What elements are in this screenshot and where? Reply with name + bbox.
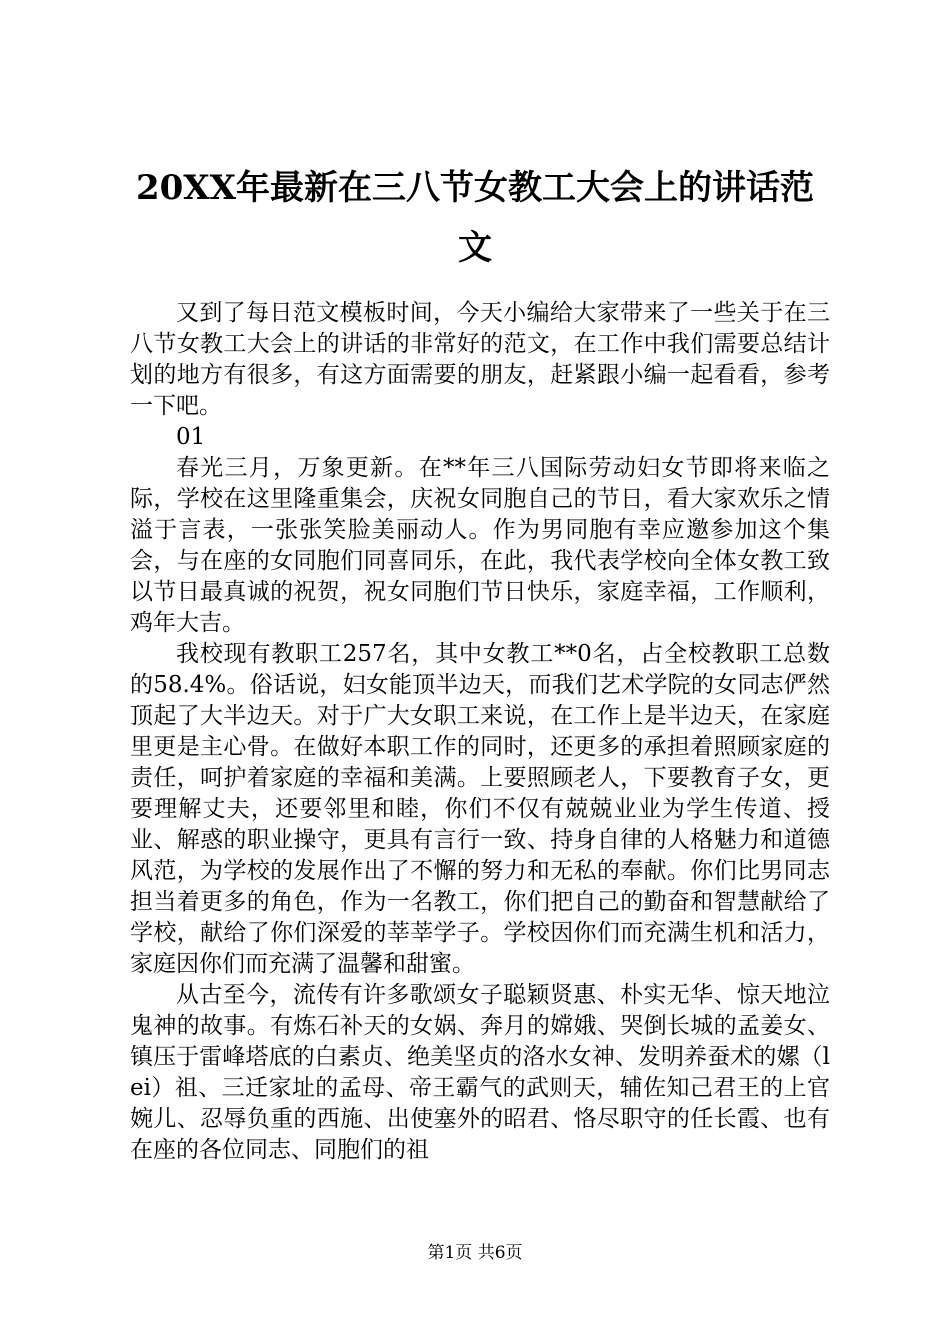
paragraph-history: 从古至今，流传有许多歌颂女子聪颖贤惠、朴实无华、惊天地泣鬼神的故事。有炼石补天的女娲、奔月的嫦娥、哭倒长城的孟姜女、镇压于雷峰塔底的白素贞、绝美坚贞的洛水女神、发明养蚕术的嫘（lei）祖、三迁家址的孟母、帝王霸气的武则天，辅佐知己君王的上官婉儿、忍辱负重的西施、出使塞外的昭君、恪尽职守的任长霞、也有在座的各位同志、同胞们的祖: [130, 982, 830, 1163]
paragraph-greeting: 春光三月，万象更新。在**年三八国际劳动妇女节即将来临之际，学校在这里隆重集会，庆祝女同胞自己的节日，看大家欢乐之情溢于言表，一张张笑脸美丽动人。作为男同胞有幸应邀参加这个集会，与在座的女同胞们同喜同乐，在此，我代表学校向全体女教工致以节日最真诚的祝贺，祝女同胞们节日快乐，家庭幸福，工作顺利，鸡年大吉。: [130, 455, 830, 636]
paragraph-intro: 又到了每日范文模板时间，今天小编给大家带来了一些关于在三八节女教工大会上的讲话的非常好的范文，在工作中我们需要总结计划的地方有很多，有这方面需要的朋友，赶紧跟小编一起看看，参考一下吧。: [130, 300, 830, 419]
page-title: 20XX年最新在三八节女教工大会上的讲话范文: [135, 168, 815, 268]
paragraph-staff-stats: 我校现有教职工257名，其中女教工**0名，占全校教职工总数的58.4%。俗话说，妇女能顶半边天，而我们艺术学院的女同志俨然顶起了大半边天。对于广大女职工来说，在工作上是半边天，在家庭里更是主心骨。在做好本职工作的同时，还更多的承担着照顾家庭的责任，呵护着家庭的幸福和美满。上要照顾老人，下要教育子女，更要理解丈夫，还要邻里和睦，你们不仅有兢兢业业为学生传道、授业、解惑的职业操守，更具有言行一致、持身自律的人格魅力和道德风范，为学校的发展作出了不懈的努力和无私的奉献。你们比男同志担当着更多的角色，作为一名教工，你们把自己的勤奋和智慧献给了学校，献给了你们深爱的莘莘学子。学校因你们而充满生机和活力，家庭因你们而充满了温馨和甜蜜。: [130, 641, 830, 977]
section-number: 01: [176, 424, 206, 450]
document-body: [130, 298, 830, 1166]
page-footer: 第1页 共6页: [427, 1243, 523, 1263]
